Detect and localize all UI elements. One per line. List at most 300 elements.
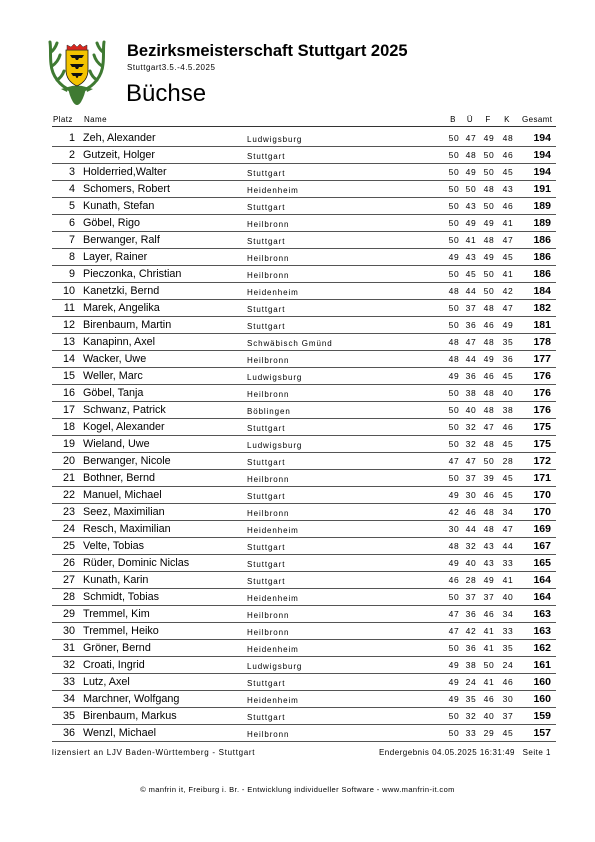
score-f-cell: 43 xyxy=(483,541,495,551)
total-cell: 170 xyxy=(533,488,551,501)
club-cell: Stuttgart xyxy=(247,322,286,331)
table-row xyxy=(52,164,556,181)
table-row xyxy=(52,402,556,419)
score-b-cell: 50 xyxy=(448,235,460,245)
club-cell: Stuttgart xyxy=(247,679,286,688)
score-u-cell: 50 xyxy=(465,184,477,194)
score-u-cell: 44 xyxy=(465,286,477,296)
score-u-cell: 38 xyxy=(465,388,477,398)
score-k-cell: 40 xyxy=(502,592,514,602)
score-u-cell: 40 xyxy=(465,405,477,415)
name-cell: Zeh, Alexander xyxy=(83,131,156,144)
name-cell: Schwanz, Patrick xyxy=(83,403,166,416)
club-cell: Stuttgart xyxy=(247,424,286,433)
score-f-cell: 41 xyxy=(483,677,495,687)
score-k-cell: 46 xyxy=(502,422,514,432)
score-k-cell: 24 xyxy=(502,660,514,670)
rank-cell: 35 xyxy=(62,709,75,722)
score-f-cell: 29 xyxy=(483,728,495,738)
total-cell: 160 xyxy=(533,692,551,705)
score-b-cell: 48 xyxy=(448,337,460,347)
score-f-cell: 50 xyxy=(483,167,495,177)
total-cell: 194 xyxy=(533,165,551,178)
rank-cell: 25 xyxy=(62,539,75,552)
score-b-cell: 48 xyxy=(448,354,460,364)
name-cell: Wacker, Uwe xyxy=(83,352,147,365)
name-cell: Birenbaum, Martin xyxy=(83,318,172,331)
total-cell: 186 xyxy=(533,267,551,280)
rank-cell: 20 xyxy=(62,454,75,467)
total-cell: 182 xyxy=(533,301,551,314)
rank-cell: 11 xyxy=(63,301,75,314)
club-cell: Schwäbisch Gmünd xyxy=(247,339,333,348)
score-b-cell: 50 xyxy=(448,184,460,194)
club-cell: Heidenheim xyxy=(247,594,299,603)
result-timestamp: Endergebnis 04.05.2025 16:31:49 xyxy=(378,748,515,757)
name-cell: Seez, Maximilian xyxy=(83,505,165,518)
club-cell: Heidenheim xyxy=(247,696,299,705)
total-cell: 194 xyxy=(533,131,551,144)
score-f-cell: 37 xyxy=(483,592,495,602)
name-cell: Gröner, Bernd xyxy=(83,641,151,654)
score-b-cell: 50 xyxy=(448,473,460,483)
name-cell: Manuel, Michael xyxy=(83,488,162,501)
score-b-cell: 49 xyxy=(448,371,460,381)
score-f-cell: 50 xyxy=(483,660,495,670)
total-cell: 159 xyxy=(533,709,551,722)
total-cell: 189 xyxy=(533,216,551,229)
score-u-cell: 28 xyxy=(465,575,477,585)
club-cell: Heidenheim xyxy=(247,186,299,195)
column-header-rank: Platz xyxy=(53,115,73,124)
total-cell: 175 xyxy=(533,420,551,433)
table-row xyxy=(52,283,556,300)
score-f-cell: 48 xyxy=(483,405,495,415)
score-f-cell: 41 xyxy=(483,643,495,653)
score-f-cell: 48 xyxy=(483,439,495,449)
score-f-cell: 49 xyxy=(483,133,495,143)
score-k-cell: 48 xyxy=(502,133,514,143)
name-cell: Tremmel, Kim xyxy=(83,607,150,620)
total-cell: 184 xyxy=(533,284,551,297)
club-cell: Ludwigsburg xyxy=(247,662,303,671)
score-k-cell: 49 xyxy=(502,320,514,330)
rank-cell: 15 xyxy=(62,369,75,382)
name-cell: Bothner, Bernd xyxy=(83,471,156,484)
score-f-cell: 50 xyxy=(483,456,495,466)
total-cell: 191 xyxy=(533,182,551,195)
score-f-cell: 48 xyxy=(483,235,495,245)
table-row xyxy=(52,708,556,725)
rank-cell: 2 xyxy=(68,148,75,161)
club-cell: Heilbronn xyxy=(247,390,290,399)
score-k-cell: 34 xyxy=(502,609,514,619)
table-row xyxy=(52,249,556,266)
club-cell: Stuttgart xyxy=(247,543,286,552)
score-u-cell: 36 xyxy=(465,643,477,653)
rank-cell: 12 xyxy=(62,318,75,331)
club-cell: Heilbronn xyxy=(247,271,290,280)
score-k-cell: 45 xyxy=(502,439,514,449)
club-cell: Heilbronn xyxy=(247,628,290,637)
score-k-cell: 45 xyxy=(502,371,514,381)
total-cell: 178 xyxy=(533,335,551,348)
total-cell: 186 xyxy=(533,250,551,263)
table-row xyxy=(52,419,556,436)
score-k-cell: 38 xyxy=(502,405,514,415)
table-row xyxy=(52,130,556,147)
total-cell: 189 xyxy=(533,199,551,212)
score-f-cell: 48 xyxy=(483,303,495,313)
score-k-cell: 46 xyxy=(502,150,514,160)
club-cell: Stuttgart xyxy=(247,169,286,178)
rank-cell: 29 xyxy=(62,607,75,620)
total-cell: 161 xyxy=(533,658,551,671)
club-cell: Heilbronn xyxy=(247,509,290,518)
score-f-cell: 46 xyxy=(483,320,495,330)
score-f-cell: 48 xyxy=(483,337,495,347)
score-k-cell: 45 xyxy=(502,473,514,483)
score-k-cell: 28 xyxy=(502,456,514,466)
score-b-cell: 50 xyxy=(448,439,460,449)
rank-cell: 28 xyxy=(62,590,75,603)
table-row xyxy=(52,504,556,521)
score-k-cell: 33 xyxy=(502,626,514,636)
software-credit: © manfrin it, Freiburg i. Br. - Entwicklung individueller Software - www.manfrin-it.com xyxy=(140,785,455,794)
score-b-cell: 50 xyxy=(448,643,460,653)
name-cell: Marchner, Wolfgang xyxy=(83,692,180,705)
club-cell: Stuttgart xyxy=(247,305,286,314)
total-cell: 175 xyxy=(533,437,551,450)
score-u-cell: 36 xyxy=(465,371,477,381)
table-row xyxy=(52,351,556,368)
score-b-cell: 50 xyxy=(448,405,460,415)
score-b-cell: 50 xyxy=(448,711,460,721)
score-f-cell: 46 xyxy=(483,490,495,500)
name-cell: Weller, Marc xyxy=(83,369,143,382)
name-cell: Göbel, Tanja xyxy=(83,386,144,399)
score-b-cell: 49 xyxy=(448,252,460,262)
score-b-cell: 50 xyxy=(448,201,460,211)
score-b-cell: 47 xyxy=(448,626,460,636)
rank-cell: 3 xyxy=(68,165,75,178)
name-cell: Kogel, Alexander xyxy=(83,420,165,433)
score-u-cell: 43 xyxy=(465,201,477,211)
results-table xyxy=(52,0,556,842)
discipline-title: Büchse xyxy=(126,80,207,107)
rank-cell: 30 xyxy=(62,624,75,637)
rank-cell: 18 xyxy=(62,420,75,433)
score-u-cell: 47 xyxy=(465,133,477,143)
table-row xyxy=(52,300,556,317)
rank-cell: 14 xyxy=(62,352,75,365)
score-b-cell: 50 xyxy=(448,269,460,279)
score-u-cell: 37 xyxy=(465,473,477,483)
club-cell: Böblingen xyxy=(247,407,291,416)
score-f-cell: 48 xyxy=(483,524,495,534)
score-k-cell: 45 xyxy=(502,252,514,262)
rank-cell: 36 xyxy=(62,726,75,739)
name-cell: Kunath, Stefan xyxy=(83,199,155,212)
score-f-cell: 46 xyxy=(483,609,495,619)
club-cell: Stuttgart xyxy=(247,203,286,212)
score-u-cell: 37 xyxy=(465,303,477,313)
score-u-cell: 48 xyxy=(465,150,477,160)
club-cell: Heilbronn xyxy=(247,356,290,365)
license-note: lizensiert an LJV Baden-Württemberg - Stuttgart xyxy=(52,748,256,757)
score-k-cell: 33 xyxy=(502,558,514,568)
club-cell: Ludwigsburg xyxy=(247,373,303,382)
event-date-location: Stuttgart3.5.-4.5.2025 xyxy=(127,63,216,72)
score-b-cell: 49 xyxy=(448,677,460,687)
page-title: Bezirksmeisterschaft Stuttgart 2025 xyxy=(127,42,408,60)
name-cell: Croati, Ingrid xyxy=(83,658,145,671)
score-k-cell: 47 xyxy=(502,235,514,245)
name-cell: Marek, Angelika xyxy=(83,301,160,314)
score-u-cell: 49 xyxy=(465,167,477,177)
score-u-cell: 41 xyxy=(465,235,477,245)
club-cell: Stuttgart xyxy=(247,458,286,467)
score-f-cell: 40 xyxy=(483,711,495,721)
score-k-cell: 34 xyxy=(502,507,514,517)
total-cell: 171 xyxy=(533,471,551,484)
score-u-cell: 45 xyxy=(465,269,477,279)
club-cell: Stuttgart xyxy=(247,713,286,722)
name-cell: Resch, Maximilian xyxy=(83,522,171,535)
score-b-cell: 50 xyxy=(448,133,460,143)
club-cell: Stuttgart xyxy=(247,577,286,586)
name-cell: Wieland, Uwe xyxy=(83,437,150,450)
club-cell: Stuttgart xyxy=(247,492,286,501)
table-row xyxy=(52,538,556,555)
name-cell: Kanapinn, Axel xyxy=(83,335,156,348)
rank-cell: 5 xyxy=(68,199,75,212)
club-cell: Ludwigsburg xyxy=(247,135,303,144)
table-row xyxy=(52,572,556,589)
name-cell: Schmidt, Tobias xyxy=(83,590,160,603)
total-cell: 163 xyxy=(533,624,551,637)
total-cell: 176 xyxy=(533,369,551,382)
score-k-cell: 45 xyxy=(502,167,514,177)
score-f-cell: 50 xyxy=(483,286,495,296)
score-b-cell: 47 xyxy=(448,456,460,466)
score-u-cell: 24 xyxy=(465,677,477,687)
rank-cell: 33 xyxy=(62,675,75,688)
club-cell: Ludwigsburg xyxy=(247,441,303,450)
name-cell: Gutzeit, Holger xyxy=(83,148,156,161)
table-row xyxy=(52,589,556,606)
club-cell: Heilbronn xyxy=(247,220,290,229)
column-header-k: K xyxy=(504,115,510,124)
table-row xyxy=(52,198,556,215)
rank-cell: 24 xyxy=(62,522,75,535)
score-f-cell: 49 xyxy=(483,575,495,585)
score-b-cell: 50 xyxy=(448,150,460,160)
rank-cell: 31 xyxy=(62,641,75,654)
column-header-b: B xyxy=(450,115,456,124)
rank-cell: 16 xyxy=(62,386,75,399)
score-f-cell: 46 xyxy=(483,694,495,704)
column-header-total: Gesamt xyxy=(522,115,553,124)
score-b-cell: 49 xyxy=(448,558,460,568)
score-f-cell: 50 xyxy=(483,269,495,279)
total-cell: 165 xyxy=(533,556,551,569)
score-u-cell: 32 xyxy=(465,711,477,721)
name-cell: Tremmel, Heiko xyxy=(83,624,159,637)
total-cell: 177 xyxy=(533,352,551,365)
score-f-cell: 49 xyxy=(483,354,495,364)
score-u-cell: 30 xyxy=(465,490,477,500)
score-u-cell: 44 xyxy=(465,524,477,534)
total-cell: 169 xyxy=(533,522,551,535)
score-u-cell: 42 xyxy=(465,626,477,636)
rank-cell: 19 xyxy=(62,437,75,450)
club-cell: Stuttgart xyxy=(247,152,286,161)
rank-cell: 4 xyxy=(68,182,75,195)
score-b-cell: 50 xyxy=(448,388,460,398)
score-b-cell: 49 xyxy=(448,660,460,670)
table-row xyxy=(52,606,556,623)
name-cell: Kunath, Karin xyxy=(83,573,149,586)
score-f-cell: 48 xyxy=(483,507,495,517)
score-f-cell: 49 xyxy=(483,218,495,228)
name-cell: Velte, Tobias xyxy=(83,539,145,552)
score-u-cell: 44 xyxy=(465,354,477,364)
score-k-cell: 47 xyxy=(502,303,514,313)
score-k-cell: 41 xyxy=(502,218,514,228)
score-u-cell: 37 xyxy=(465,592,477,602)
score-b-cell: 30 xyxy=(448,524,460,534)
page-number: Seite 1 xyxy=(522,748,551,757)
score-k-cell: 30 xyxy=(502,694,514,704)
score-u-cell: 43 xyxy=(465,252,477,262)
table-row xyxy=(52,215,556,232)
club-cell: Heilbronn xyxy=(247,611,290,620)
club-cell: Stuttgart xyxy=(247,560,286,569)
score-u-cell: 36 xyxy=(465,609,477,619)
total-cell: 194 xyxy=(533,148,551,161)
score-f-cell: 41 xyxy=(483,626,495,636)
score-b-cell: 47 xyxy=(448,609,460,619)
rank-cell: 8 xyxy=(68,250,75,263)
score-b-cell: 50 xyxy=(448,303,460,313)
table-row xyxy=(52,640,556,657)
table-row xyxy=(52,623,556,640)
table-row xyxy=(52,436,556,453)
rank-cell: 27 xyxy=(62,573,75,586)
name-cell: Berwanger, Ralf xyxy=(83,233,160,246)
score-b-cell: 49 xyxy=(448,694,460,704)
rank-cell: 1 xyxy=(68,131,75,144)
name-cell: Holderried,Walter xyxy=(83,165,167,178)
table-row xyxy=(52,487,556,504)
table-row xyxy=(52,453,556,470)
score-u-cell: 32 xyxy=(465,541,477,551)
total-cell: 160 xyxy=(533,675,551,688)
score-f-cell: 47 xyxy=(483,422,495,432)
score-k-cell: 37 xyxy=(502,711,514,721)
total-cell: 181 xyxy=(533,318,551,331)
score-k-cell: 42 xyxy=(502,286,514,296)
score-f-cell: 48 xyxy=(483,388,495,398)
table-row xyxy=(52,147,556,164)
total-cell: 157 xyxy=(533,726,551,739)
score-k-cell: 47 xyxy=(502,524,514,534)
total-cell: 170 xyxy=(533,505,551,518)
score-u-cell: 36 xyxy=(465,320,477,330)
table-row xyxy=(52,470,556,487)
name-cell: Pieczonka, Christian xyxy=(83,267,182,280)
score-k-cell: 43 xyxy=(502,184,514,194)
total-cell: 164 xyxy=(533,590,551,603)
rank-cell: 17 xyxy=(62,403,75,416)
club-cell: Heidenheim xyxy=(247,645,299,654)
table-row xyxy=(52,657,556,674)
total-cell: 172 xyxy=(533,454,551,467)
club-cell: Heilbronn xyxy=(247,475,290,484)
score-u-cell: 49 xyxy=(465,218,477,228)
score-u-cell: 46 xyxy=(465,507,477,517)
rank-cell: 21 xyxy=(62,471,75,484)
score-k-cell: 41 xyxy=(502,269,514,279)
score-b-cell: 48 xyxy=(448,286,460,296)
total-cell: 176 xyxy=(533,403,551,416)
rank-cell: 32 xyxy=(62,658,75,671)
score-f-cell: 43 xyxy=(483,558,495,568)
rank-cell: 26 xyxy=(62,556,75,569)
club-cell: Stuttgart xyxy=(247,237,286,246)
score-u-cell: 47 xyxy=(465,456,477,466)
score-u-cell: 40 xyxy=(465,558,477,568)
score-b-cell: 50 xyxy=(448,167,460,177)
name-cell: Schomers, Robert xyxy=(83,182,171,195)
rank-cell: 10 xyxy=(62,284,75,297)
score-k-cell: 45 xyxy=(502,728,514,738)
score-b-cell: 50 xyxy=(448,728,460,738)
table-row xyxy=(52,334,556,351)
rank-cell: 22 xyxy=(62,488,75,501)
score-b-cell: 50 xyxy=(448,218,460,228)
name-cell: Kanetzki, Bernd xyxy=(83,284,160,297)
score-b-cell: 42 xyxy=(448,507,460,517)
table-row xyxy=(52,555,556,572)
score-b-cell: 50 xyxy=(448,592,460,602)
total-cell: 167 xyxy=(533,539,551,552)
score-f-cell: 48 xyxy=(483,184,495,194)
name-cell: Layer, Rainer xyxy=(83,250,148,263)
table-row xyxy=(52,181,556,198)
table-row xyxy=(52,385,556,402)
score-u-cell: 32 xyxy=(465,422,477,432)
score-k-cell: 36 xyxy=(502,354,514,364)
table-row xyxy=(52,725,556,742)
score-k-cell: 40 xyxy=(502,388,514,398)
total-cell: 163 xyxy=(533,607,551,620)
score-k-cell: 44 xyxy=(502,541,514,551)
score-f-cell: 46 xyxy=(483,371,495,381)
score-b-cell: 48 xyxy=(448,541,460,551)
name-cell: Rüder, Dominic Niclas xyxy=(83,556,190,569)
club-cell: Heidenheim xyxy=(247,288,299,297)
total-cell: 186 xyxy=(533,233,551,246)
rank-cell: 23 xyxy=(62,505,75,518)
column-header-f: F xyxy=(485,115,491,124)
rank-cell: 13 xyxy=(62,335,75,348)
table-row xyxy=(52,317,556,334)
rank-cell: 34 xyxy=(62,692,75,705)
score-b-cell: 49 xyxy=(448,490,460,500)
total-cell: 176 xyxy=(533,386,551,399)
